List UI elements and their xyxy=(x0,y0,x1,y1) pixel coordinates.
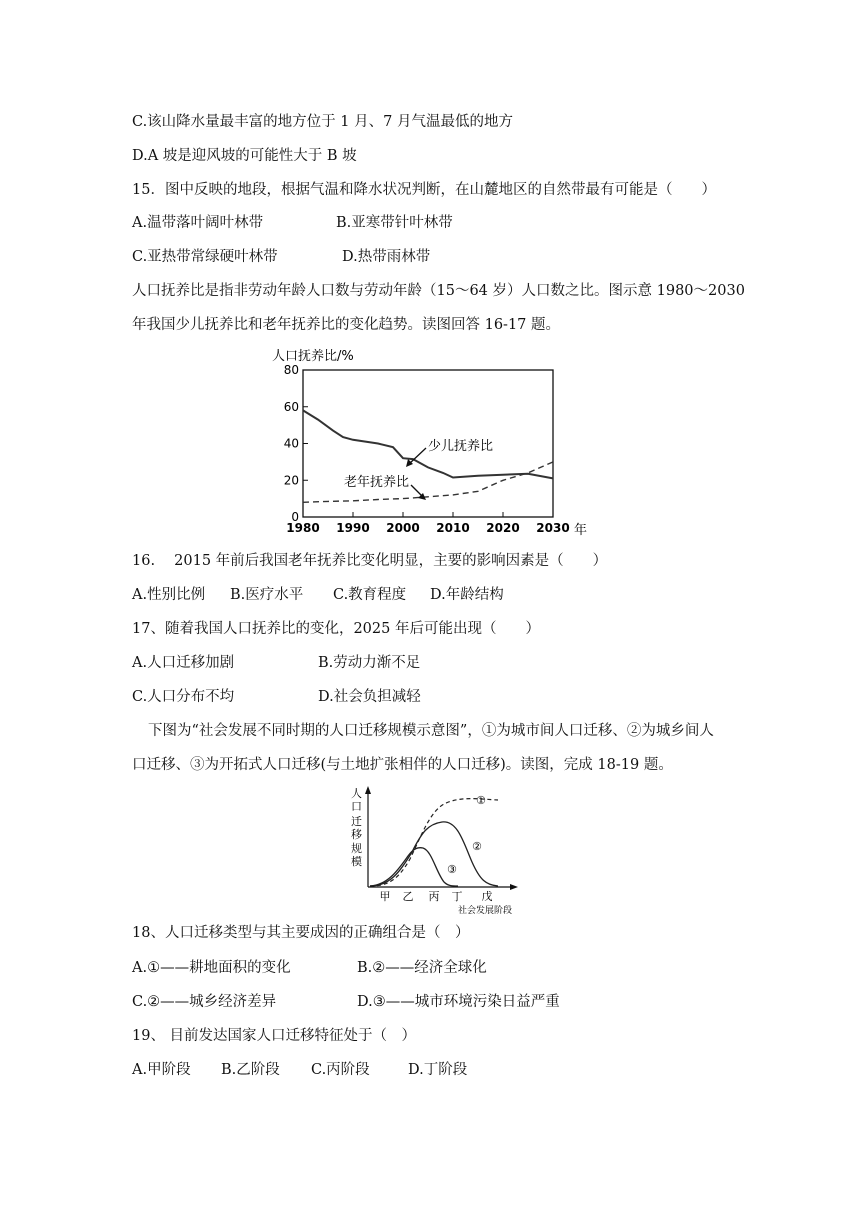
svg-text:规: 规 xyxy=(351,842,362,855)
chart2-y-axis-label xyxy=(351,787,362,868)
chart1-x-tick-label: 2000 xyxy=(386,521,420,535)
q17-stem: 17、随着我国人口抚养比的变化，2025 年后可能出现（ ） xyxy=(132,621,540,637)
q19-option-a: A.甲阶段 xyxy=(132,1062,191,1078)
intro-18-19-line1: 下图为“社会发展不同时期的人口迁移规模示意图”，①为城市间人口迁移、②为城乡间人 xyxy=(148,723,714,739)
intro-16-17-line2: 年我国少儿抚养比和老年抚养比的变化趋势。读图回答 16-17 题。 xyxy=(132,317,561,333)
curve-2-urban-rural xyxy=(370,822,498,886)
chart2-stage-label: 丙 xyxy=(428,890,440,903)
q17-option-d: D.社会负担减轻 xyxy=(318,689,421,705)
curve-2-label: ② xyxy=(472,840,482,853)
chart1-x-tick-label: 2030 xyxy=(536,521,570,535)
svg-text:模: 模 xyxy=(351,855,362,868)
q16-option-c: C.教育程度 xyxy=(333,587,407,603)
q16-stem: 16. 2015 年前后我国老年抚养比变化明显，主要的影响因素是（ ） xyxy=(132,553,608,569)
q16-option-b: B.医疗水平 xyxy=(230,587,304,603)
q16-option-d: D.年龄结构 xyxy=(430,587,504,603)
chart2-x-axis-label: 社会发展阶段 xyxy=(457,906,512,916)
q15-option-a: A.温带落叶阔叶林带 xyxy=(132,215,264,231)
q18-option-b: B.②——经济全球化 xyxy=(357,960,487,976)
q18-option-c: C.②——城乡经济差异 xyxy=(132,994,277,1010)
svg-text:移: 移 xyxy=(351,828,362,841)
q14-option-c: C.该山降水量最丰富的地方位于 1 月、7 月气温最低的地方 xyxy=(132,114,513,130)
q15-option-d: D.热带雨林带 xyxy=(342,249,431,265)
child-dependency-label: 少儿抚养比 xyxy=(428,439,494,454)
q19-option-b: B.乙阶段 xyxy=(221,1062,280,1078)
q17-option-c: C.人口分布不均 xyxy=(132,689,235,705)
chart2-stage-label: 甲 xyxy=(379,890,391,903)
q18-option-d: D.③——城市环境污染日益严重 xyxy=(357,994,560,1010)
q19-stem: 19、 目前发达国家人口迁移特征处于（ ） xyxy=(132,1028,417,1044)
chart2-stage-label: 丁 xyxy=(451,890,463,903)
chart1-y-axis-label: 人口抚养比/% xyxy=(272,349,354,364)
curve-1-label: ① xyxy=(476,794,486,807)
q15-stem: 15．图中反映的地段，根据气温和降水状况判断，在山麓地区的自然带最有可能是（ ） xyxy=(132,182,716,198)
chart1-x-axis-label: 年 xyxy=(574,523,588,538)
q18-option-a: A.①——耕地面积的变化 xyxy=(132,960,291,976)
svg-text:迁: 迁 xyxy=(351,815,362,828)
elderly-dependency-label: 老年抚养比 xyxy=(344,475,410,490)
q19-option-d: D.丁阶段 xyxy=(408,1062,468,1078)
chart2-y-arrow xyxy=(365,786,371,794)
chart2-stage-label: 戊 xyxy=(481,890,493,903)
svg-text:人: 人 xyxy=(351,787,362,800)
chart1-y-tick-label: 40 xyxy=(283,436,299,451)
chart1-y-tick-label: 80 xyxy=(283,363,299,377)
chart1-x-tick-label: 2010 xyxy=(436,521,470,535)
svg-text:口: 口 xyxy=(351,800,362,813)
chart1-x-tick-label: 2020 xyxy=(486,521,520,535)
intro-18-19-line2: 口迁移、③为开拓式人口迁移(与土地扩张相伴的人口迁移)。读图，完成 18-19 题。 xyxy=(132,757,673,773)
migration-scale-chart xyxy=(348,784,523,916)
q15-option-c: C.亚热带常绿硬叶林带 xyxy=(132,249,278,265)
curve-3-label: ③ xyxy=(447,863,457,876)
q15-option-b: B.亚寒带针叶林带 xyxy=(336,215,453,231)
q17-option-b: B.劳动力渐不足 xyxy=(318,655,421,671)
q17-option-a: A.人口迁移加剧 xyxy=(132,655,235,671)
child-dependency-arrowhead xyxy=(406,459,413,467)
chart1-x-tick-label: 1980 xyxy=(286,521,320,535)
q16-option-a: A.性别比例 xyxy=(132,587,206,603)
curve-3-frontier xyxy=(370,848,458,886)
q14-option-d: D.A 坡是迎风坡的可能性大于 B 坡 xyxy=(132,148,357,164)
chart1-x-tick-label: 1990 xyxy=(336,521,370,535)
intro-16-17-line1: 人口抚养比是指非劳动年龄人口数与劳动年龄（15～64 岁）人口数之比。图示意 1980～2030 xyxy=(132,283,745,299)
q19-option-c: C.丙阶段 xyxy=(311,1062,370,1078)
chart1-y-tick-label: 20 xyxy=(283,473,299,488)
chart1-y-tick-label: 60 xyxy=(283,399,299,414)
chart1-y-tick-label: 0 xyxy=(291,510,299,524)
chart2-stage-label: 乙 xyxy=(402,890,414,903)
chart2-x-arrow xyxy=(510,884,518,890)
q18-stem: 18、人口迁移类型与其主要成因的正确组合是（ ） xyxy=(132,925,470,941)
dependency-ratio-chart xyxy=(260,340,600,540)
